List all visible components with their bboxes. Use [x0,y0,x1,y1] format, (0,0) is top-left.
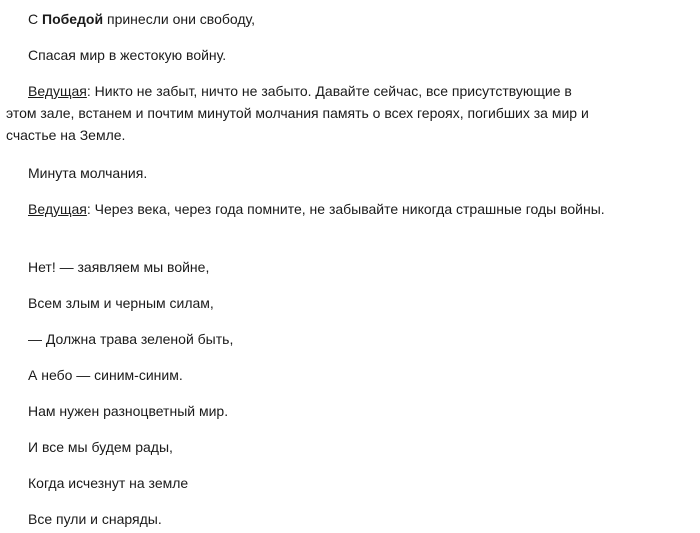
poem-line: Нам нужен разноцветный мир. [28,403,229,419]
speech-text: : Через века, через года помните, не забывайте никогда страшные годы войны. [86,201,605,217]
paragraph-host-speech [6,198,606,220]
speech-text: : Никто не забыт, ничто не забыто. Давайте сейчас, все присутствующие в этом зале, встанем и почтим минутой молчания память о всех героях, погибших за мир и счастье на Земле. [6,83,589,143]
stage-direction: Минута молчания. [28,165,148,181]
text-fragment: принесли они свободу, [103,11,256,27]
bold-word-victory: Победой [42,11,104,27]
poem-line: Все пули и снаряды. [28,511,162,527]
paragraph-victory [6,8,606,30]
poem-line: Нет! — заявляем мы войне, [28,259,210,275]
paragraph-host-speech [6,80,606,146]
text-fragment: С [28,11,42,27]
poem-line: Всем злым и черным силам, [28,295,214,311]
speaker-label: Ведущая [28,201,87,217]
poem-line: Когда исчезнут на земле [28,475,189,491]
poem-line: И все мы будем рады, [28,439,173,455]
poem-line: — Должна трава зеленой быть, [28,331,234,347]
poem-line: А небо — синим-синим. [28,367,183,383]
speaker-label: Ведущая [28,83,87,99]
poem-line: Спасая мир в жестокую войну. [28,47,227,63]
